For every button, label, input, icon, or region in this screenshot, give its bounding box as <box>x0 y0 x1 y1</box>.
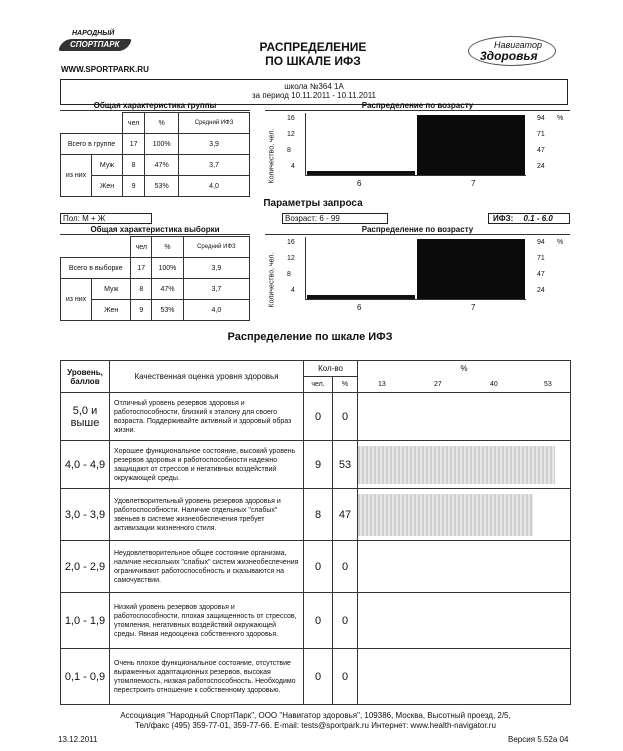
row-2-bar <box>358 494 533 536</box>
row-1-pct: 53 <box>333 441 358 489</box>
age-chart-1-title: Распределение по возрасту <box>265 101 570 111</box>
left-logo <box>58 30 148 60</box>
sample-total-avg: 3,9 <box>183 258 249 279</box>
title-line2: ПО ШКАЛЕ ИФЗ <box>265 54 361 68</box>
row-0-level: 5,0 и выше <box>61 393 110 441</box>
row-1-text: Хорошее функциональное состояние, высокий уровень резервов здоровья и работоспособности надежно защищают от стрессов и негативных воздействий окружающей среды. <box>110 441 304 489</box>
title-line1: РАСПРЕДЕЛЕНИЕ <box>259 40 367 54</box>
group-female-avg: 4,0 <box>179 176 250 197</box>
left-logo-line2: СПОРТПАРК <box>70 40 120 49</box>
age-chart-1-bar-6 <box>307 171 415 175</box>
table-row <box>61 489 571 541</box>
col-people: чел. <box>304 377 333 393</box>
age-chart-2-unit: % <box>557 239 564 246</box>
row-2-level: 3,0 - 3,9 <box>61 489 110 541</box>
group-corner <box>61 113 123 134</box>
row-0-pct: 0 <box>333 393 358 441</box>
sample-col-pct: % <box>152 237 184 258</box>
group-male-label: Муж <box>92 155 123 176</box>
sample-female-people: 9 <box>131 300 152 321</box>
site-url: WWW.SPORTPARK.RU <box>61 65 149 74</box>
age-chart-2-lt-3: 4 <box>291 287 295 294</box>
row-0-people: 0 <box>304 393 333 441</box>
row-5-pct: 0 <box>333 649 358 705</box>
col-pct-header: % <box>358 361 571 377</box>
group-female-label: Жен <box>92 176 123 197</box>
group-male-avg: 3,7 <box>179 155 250 176</box>
group-title: Общая характеристика группы <box>60 101 250 111</box>
sample-male-people: 8 <box>131 279 152 300</box>
age-chart-2-lt-1: 12 <box>287 255 295 262</box>
left-logo-line1: НАРОДНЫЙ <box>72 30 115 37</box>
col-quality: Качественная оценка уровня здоровья <box>110 361 304 393</box>
footer-version: Версия 5.52а 04 <box>508 735 569 744</box>
row-5-level: 0,1 - 0,9 <box>61 649 110 705</box>
group-male-people: 8 <box>123 155 145 176</box>
row-4-bar-cell <box>358 593 571 649</box>
group-total-pct: 100% <box>145 134 179 155</box>
scale-tick-27: 27 <box>434 380 442 388</box>
right-logo <box>468 36 558 68</box>
sample-male-pct: 47% <box>152 279 184 300</box>
group-total-label: Всего в группе <box>61 134 123 155</box>
sample-total-people: 17 <box>131 258 152 279</box>
age-chart-2-lt-0: 16 <box>287 239 295 246</box>
age-chart-1-rt-1: 71 <box>537 131 545 138</box>
query-ifz <box>488 213 570 224</box>
group-total-people: 17 <box>123 134 145 155</box>
age-chart-1-unit: % <box>557 115 564 122</box>
age-chart-2-rt-3: 24 <box>537 287 545 294</box>
query-title: Параметры запроса <box>263 198 363 209</box>
group-col-avg: Средний ИФЗ <box>179 113 250 134</box>
age-chart-2-bar-6 <box>307 295 415 299</box>
row-5-bar-cell <box>358 649 571 705</box>
age-chart-1-lt-0: 16 <box>287 115 295 122</box>
row-3-pct: 0 <box>333 541 358 593</box>
row-2-bar-cell <box>358 489 571 541</box>
sample-title: Общая характеристика выборки <box>60 225 250 235</box>
query-sex: Пол: М + Ж <box>60 213 152 224</box>
age-chart-1-rt-0: 94 <box>537 115 545 122</box>
footer-date: 13.12.2011 <box>58 735 98 744</box>
group-total-avg: 3,9 <box>179 134 250 155</box>
distribution-title: Распределение по шкале ИФЗ <box>227 331 393 343</box>
row-3-bar-cell <box>358 541 571 593</box>
row-0-bar-cell <box>358 393 571 441</box>
row-2-text: Удовлетворительный уровень резервов здоровья и работоспособности. Наличие отдельных "слабых" звеньев в системе жизнеобеспечения требует активизации жизненного стиля. <box>110 489 304 541</box>
sample-of-them: из них <box>61 279 92 321</box>
group-male-pct: 47% <box>145 155 179 176</box>
sample-total-pct: 100% <box>152 258 184 279</box>
group-female-pct: 53% <box>145 176 179 197</box>
sample-female-label: Жен <box>92 300 131 321</box>
table-row <box>61 649 571 705</box>
col-pct: % <box>333 377 358 393</box>
query-ifz-label: ИФЗ: <box>493 214 514 223</box>
age-chart-2-title: Распределение по возрасту <box>265 225 570 235</box>
age-chart-1-ylabel: Количество, чел. <box>268 128 276 184</box>
right-logo-line1: Навигатор <box>494 40 542 50</box>
distribution-table <box>60 360 571 705</box>
group-col-pct: % <box>145 113 179 134</box>
row-2-people: 8 <box>304 489 333 541</box>
row-3-level: 2,0 - 2,9 <box>61 541 110 593</box>
age-chart-2-lt-2: 8 <box>287 271 291 278</box>
row-4-text: Низкий уровень резервов здоровья и работоспособности, плохая защищенность от стрессов, утомления, негативных воздействий окружающей среды. Явная недооценка собственного здоровья. <box>110 593 304 649</box>
row-1-people: 9 <box>304 441 333 489</box>
age-chart-2-bar-7 <box>417 239 525 299</box>
age-chart-1-rt-2: 47 <box>537 147 545 154</box>
row-1-level: 4,0 - 4,9 <box>61 441 110 489</box>
age-chart-2-rt-2: 47 <box>537 271 545 278</box>
group-female-people: 9 <box>123 176 145 197</box>
scale-tick-53: 53 <box>544 380 552 388</box>
age-chart-1-lt-1: 12 <box>287 131 295 138</box>
age-chart-2-ylabel: Количество, чел. <box>268 252 276 308</box>
group-table <box>60 112 250 197</box>
sample-female-avg: 4,0 <box>183 300 249 321</box>
footer-line1: Ассоциация "Народный СпортПарк", ООО "Навигатор здоровья", 109386, Москва, Высотный проезд, 2/5, <box>120 711 511 720</box>
col-count: Кол-во <box>304 361 358 377</box>
row-1-bar <box>358 446 555 484</box>
table-row <box>61 393 571 441</box>
sample-col-people: чел <box>131 237 152 258</box>
row-5-people: 0 <box>304 649 333 705</box>
sample-table <box>60 236 250 321</box>
group-col-people: чел <box>123 113 145 134</box>
age-chart-2-rt-0: 94 <box>537 239 545 246</box>
sample-total-label: Всего в выборке <box>61 258 131 279</box>
row-3-text: Неудовлетворительное общее состояние организма, наличие нескольких "слабых" систем жизнеобеспечения ограничивают работоспособность и сказываются на самочувствии. <box>110 541 304 593</box>
sample-col-avg: Средний ИФЗ <box>183 237 249 258</box>
age-chart-1 <box>265 113 570 193</box>
age-chart-1-cat-6: 6 <box>357 179 362 188</box>
scale-ticks <box>358 377 571 393</box>
table-row <box>61 441 571 489</box>
scale-tick-13: 13 <box>378 380 386 388</box>
sample-corner <box>61 237 131 258</box>
query-age: Возраст: 6 - 99 <box>282 213 388 224</box>
age-chart-1-cat-7: 7 <box>471 179 476 188</box>
age-chart-1-lt-2: 8 <box>287 147 291 154</box>
table-row <box>61 541 571 593</box>
age-chart-2 <box>265 237 570 317</box>
age-chart-2-cat-7: 7 <box>471 303 476 312</box>
footer-line2: Тел/факс (495) 359-77-01, 359-77-66. E-mail: tests@sportpark.ru Интернет: www.health-navigator.ru <box>135 721 496 730</box>
school-name: школа №364 1А <box>284 82 344 91</box>
query-ifz-range: 0.1 - 6.0 <box>523 214 553 223</box>
row-3-people: 0 <box>304 541 333 593</box>
scale-tick-40: 40 <box>490 380 498 388</box>
age-chart-2-cat-6: 6 <box>357 303 362 312</box>
sample-female-pct: 53% <box>152 300 184 321</box>
table-row <box>61 593 571 649</box>
age-chart-1-lt-3: 4 <box>291 163 295 170</box>
row-2-pct: 47 <box>333 489 358 541</box>
row-5-text: Очень плохое функциональное состояние, отсутствие выраженных адаптационных резервов, высокая утомляемость, низкая работоспособность. Необходимо перестроить отношение к собственному здоровью. <box>110 649 304 705</box>
sample-male-label: Муж <box>92 279 131 300</box>
row-4-people: 0 <box>304 593 333 649</box>
row-4-level: 1,0 - 1,9 <box>61 593 110 649</box>
group-of-them: из них <box>61 155 92 197</box>
age-chart-1-bar-7 <box>417 115 525 175</box>
age-chart-2-rt-1: 71 <box>537 255 545 262</box>
right-logo-line2: 3доровья <box>480 49 538 63</box>
page-title <box>233 40 393 68</box>
col-level: Уровень, баллов <box>61 361 110 393</box>
row-1-bar-cell <box>358 441 571 489</box>
row-4-pct: 0 <box>333 593 358 649</box>
row-0-text: Отличный уровень резервов здоровья и работоспособности, близкий к эталону для своего возраста. Поддерживайте активный и здоровый образ жизни. <box>110 393 304 441</box>
report-period: за период 10.11.2011 - 10.11.2011 <box>251 91 376 100</box>
sample-male-avg: 3,7 <box>183 279 249 300</box>
age-chart-1-rt-3: 24 <box>537 163 545 170</box>
